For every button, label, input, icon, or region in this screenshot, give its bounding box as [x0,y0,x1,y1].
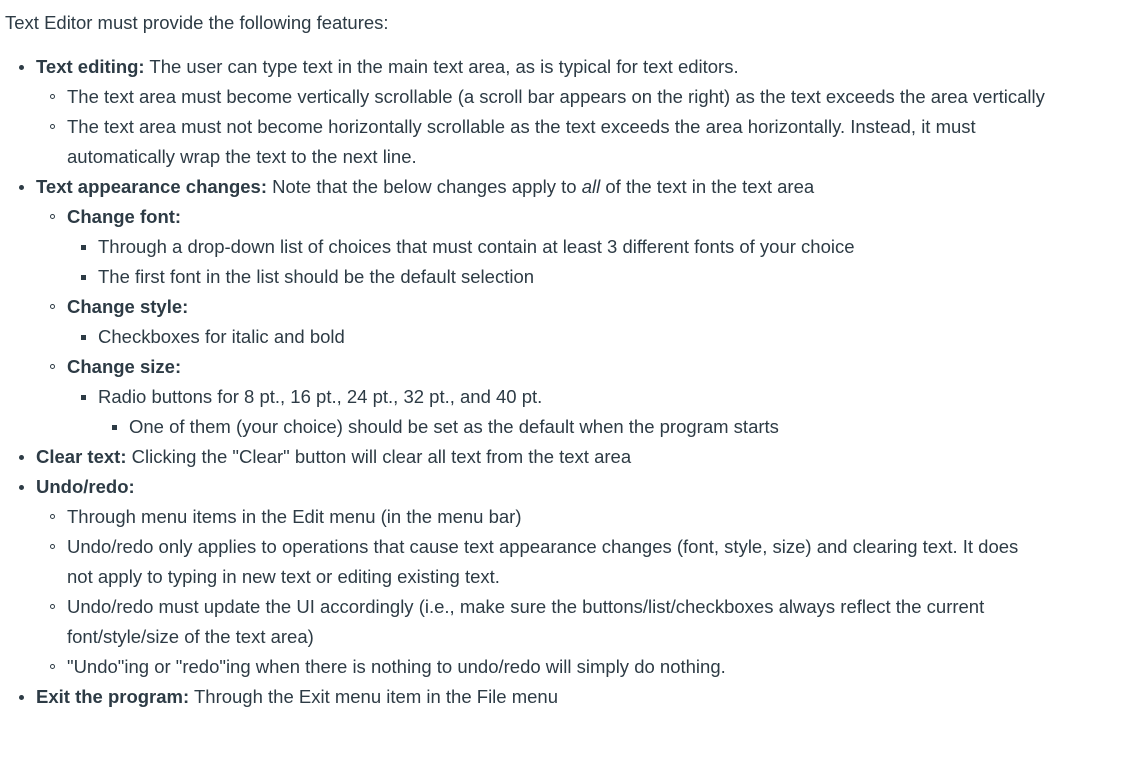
list-item [36,532,1133,592]
sub-sub-sub-list [98,412,1133,442]
circle-bullet-icon [50,364,55,369]
square-bullet-icon [81,395,86,400]
sub-sub-list [67,382,1133,442]
item-text: Through a drop-down list of choices that must contain at least 3 different fonts of your choice [98,236,855,257]
disc-bullet-icon [19,65,24,70]
list-item-change-size [36,352,1133,442]
feature-description-end: of the text in the text area [600,176,815,197]
disc-bullet-icon [19,455,24,460]
square-bullet-icon [112,425,117,430]
list-item [67,322,1133,352]
feature-title: Exit the program: [36,686,190,707]
circle-bullet-icon [50,304,55,309]
item-text: Undo/redo only applies to operations that cause text appearance changes (font, style, size) and clearing text. It does not apply to typing in new text or editing existing text. [67,536,1019,587]
item-text: Undo/redo must update the UI accordingly (i.e., make sure the buttons/list/checkboxes always reflect the current font/style/size of the text area) [67,596,985,647]
feature-clear-text [5,442,1133,472]
feature-title: Clear text: [36,446,127,467]
square-bullet-icon [81,335,86,340]
list-item [67,262,1133,292]
circle-bullet-icon [50,514,55,519]
disc-bullet-icon [19,185,24,190]
item-text: The text area must become vertically scrollable (a scroll bar appears on the right) as the text exceeds the area vertically [67,86,1045,107]
feature-list [5,52,1133,712]
feature-title: Text appearance changes: [36,176,267,197]
disc-bullet-icon [19,485,24,490]
list-item [36,592,1133,652]
feature-description: Note that the below changes apply to [267,176,582,197]
emphasis-text: all [581,176,601,197]
circle-bullet-icon [50,604,55,609]
circle-bullet-icon [50,124,55,129]
feature-title: Undo/redo: [36,476,135,497]
item-text: The text area must not become horizontally scrollable as the text exceeds the area horizontally. Instead, it must automatically wrap the text to the next line. [67,116,976,167]
list-item [36,652,1133,682]
list-item [36,502,1133,532]
sub-list [36,502,1133,682]
sub-title: Change font: [67,206,182,227]
item-text: Radio buttons for 8 pt., 16 pt., 24 pt., 32 pt., and 40 pt. [98,386,543,407]
sub-list [36,202,1133,442]
circle-bullet-icon [50,544,55,549]
item-text: Checkboxes for italic and bold [98,326,345,347]
list-item [67,232,1133,262]
item-text: "Undo"ing or "redo"ing when there is nothing to undo/redo will simply do nothing. [67,656,726,677]
list-item-change-font [36,202,1133,292]
feature-description: Through the Exit menu item in the File menu [189,686,558,707]
feature-exit [5,682,1133,712]
item-text: One of them (your choice) should be set as the default when the program starts [129,416,779,437]
sub-list [36,82,1133,172]
list-item [67,382,1133,442]
square-bullet-icon [81,245,86,250]
sub-sub-list [67,232,1133,292]
square-bullet-icon [81,275,86,280]
feature-description: Clicking the "Clear" button will clear all text from the text area [126,446,632,467]
list-item-change-style [36,292,1133,352]
feature-appearance [5,172,1133,442]
sub-sub-list [67,322,1133,352]
item-text: Through menu items in the Edit menu (in the menu bar) [67,506,522,527]
sub-title: Change size: [67,356,182,377]
item-text: The first font in the list should be the default selection [98,266,535,287]
circle-bullet-icon [50,214,55,219]
sub-title: Change style: [67,296,189,317]
disc-bullet-icon [19,695,24,700]
circle-bullet-icon [50,664,55,669]
feature-title: Text editing: [36,56,145,77]
list-item [36,112,1133,172]
circle-bullet-icon [50,94,55,99]
feature-description: The user can type text in the main text area, as is typical for text editors. [144,56,739,77]
feature-text-editing [5,52,1133,172]
list-item [36,82,1133,112]
feature-undo-redo [5,472,1133,682]
intro-text: Text Editor must provide the following features: [5,12,389,33]
list-item [98,412,1133,442]
